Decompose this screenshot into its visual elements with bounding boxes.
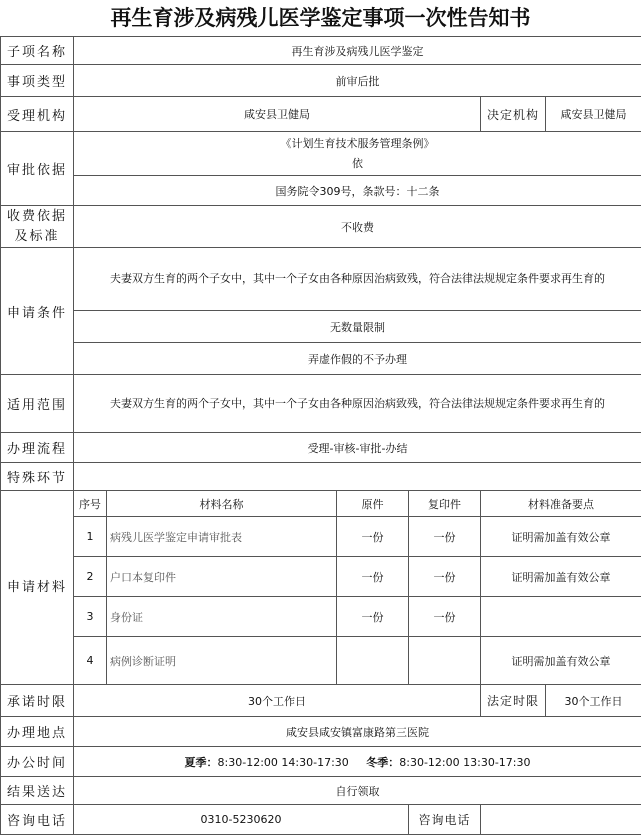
decide-agency-label: 决定机构 bbox=[481, 97, 546, 132]
row-special bbox=[1, 463, 641, 491]
row-phone bbox=[1, 805, 641, 835]
row-basis-2 bbox=[1, 176, 641, 206]
row-location bbox=[1, 717, 641, 747]
location-value: 咸安县咸安镇富康路第三医院 bbox=[74, 717, 641, 747]
material-name: 户口本复印件 bbox=[107, 557, 337, 597]
fee-value: 不收费 bbox=[74, 206, 641, 248]
row-scope bbox=[1, 375, 641, 433]
promise-label: 承诺时限 bbox=[1, 685, 74, 717]
materials-header-note: 材料准备要点 bbox=[481, 491, 641, 517]
winter-label: 冬季： bbox=[366, 756, 399, 769]
delivery-label: 结果送达 bbox=[1, 777, 74, 805]
materials-header-row bbox=[1, 491, 641, 517]
row-delivery bbox=[1, 777, 641, 805]
legal-time-label: 法定时限 bbox=[481, 685, 546, 717]
sub-item-value: 再生育涉及病残儿医学鉴定 bbox=[74, 37, 641, 65]
conditions-label: 申请条件 bbox=[1, 248, 74, 375]
materials-row bbox=[1, 517, 641, 557]
basis-text bbox=[74, 132, 641, 176]
sub-item-label: 子项名称 bbox=[1, 37, 74, 65]
phone-label-2: 咨询电话 bbox=[409, 805, 481, 835]
row-item-type bbox=[1, 65, 641, 97]
material-copy bbox=[409, 637, 481, 685]
agency-value: 咸安县卫健局 bbox=[74, 97, 481, 132]
material-note bbox=[481, 597, 641, 637]
condition-2: 无数量限制 bbox=[74, 311, 641, 343]
decide-agency-value: 咸安县卫健局 bbox=[546, 97, 641, 132]
material-note: 证明需加盖有效公章 bbox=[481, 557, 641, 597]
legal-time-value: 30个工作日 bbox=[546, 685, 641, 717]
process-label: 办理流程 bbox=[1, 433, 74, 463]
basis-line1: 《计划生育技术服务管理条例》 bbox=[77, 134, 638, 154]
basis-label: 审批依据 bbox=[1, 132, 74, 206]
condition-1: 夫妻双方生育的两个子女中，其中一个子女由各种原因治病致残，符合法律法规规定条件要求再生育的 bbox=[74, 248, 641, 311]
material-original bbox=[337, 637, 409, 685]
materials-label: 申请材料 bbox=[1, 491, 74, 685]
hours-value bbox=[74, 747, 641, 777]
basis-line2: 依 bbox=[77, 154, 638, 174]
page-title: 再生育涉及病残儿医学鉴定事项一次性告知书 bbox=[0, 0, 641, 36]
materials-header-name: 材料名称 bbox=[107, 491, 337, 517]
summer-hours: 8:30-12:00 14:30-17:30 bbox=[218, 756, 349, 769]
item-type-label: 事项类型 bbox=[1, 65, 74, 97]
row-condition-3 bbox=[1, 343, 641, 375]
condition-3: 弄虚作假的不予办理 bbox=[74, 343, 641, 375]
material-name: 身份证 bbox=[107, 597, 337, 637]
materials-row bbox=[1, 597, 641, 637]
materials-row bbox=[1, 557, 641, 597]
material-no: 3 bbox=[74, 597, 107, 637]
notice-table bbox=[0, 36, 641, 835]
materials-header-copy: 复印件 bbox=[409, 491, 481, 517]
summer-label: 夏季： bbox=[185, 756, 218, 769]
row-promise bbox=[1, 685, 641, 717]
material-original: 一份 bbox=[337, 517, 409, 557]
material-original: 一份 bbox=[337, 557, 409, 597]
process-value: 受理-审核-审批-办结 bbox=[74, 433, 641, 463]
phone-value-2 bbox=[481, 805, 641, 835]
row-agency bbox=[1, 97, 641, 132]
row-fee bbox=[1, 206, 641, 248]
special-label: 特殊环节 bbox=[1, 463, 74, 491]
material-name: 病残儿医学鉴定申请审批表 bbox=[107, 517, 337, 557]
row-condition-2 bbox=[1, 311, 641, 343]
row-condition-1 bbox=[1, 248, 641, 311]
item-type-value: 前审后批 bbox=[74, 65, 641, 97]
phone-label: 咨询电话 bbox=[1, 805, 74, 835]
winter-hours: 8:30-12:00 13:30-17:30 bbox=[399, 756, 530, 769]
scope-value: 夫妻双方生育的两个子女中，其中一个子女由各种原因治病致残，符合法律法规规定条件要求再生育的 bbox=[74, 375, 641, 433]
promise-value: 30个工作日 bbox=[74, 685, 481, 717]
row-hours bbox=[1, 747, 641, 777]
agency-label: 受理机构 bbox=[1, 97, 74, 132]
row-sub-item bbox=[1, 37, 641, 65]
material-no: 1 bbox=[74, 517, 107, 557]
material-copy: 一份 bbox=[409, 557, 481, 597]
materials-row bbox=[1, 637, 641, 685]
row-process bbox=[1, 433, 641, 463]
material-copy: 一份 bbox=[409, 517, 481, 557]
basis-line3: 国务院令309号，条款号：十二条 bbox=[74, 176, 641, 206]
hours-label: 办公时间 bbox=[1, 747, 74, 777]
location-label: 办理地点 bbox=[1, 717, 74, 747]
material-no: 4 bbox=[74, 637, 107, 685]
material-original: 一份 bbox=[337, 597, 409, 637]
materials-header-no: 序号 bbox=[74, 491, 107, 517]
material-note: 证明需加盖有效公章 bbox=[481, 517, 641, 557]
delivery-value: 自行领取 bbox=[74, 777, 641, 805]
materials-header-original: 原件 bbox=[337, 491, 409, 517]
special-value bbox=[74, 463, 641, 491]
material-no: 2 bbox=[74, 557, 107, 597]
material-note: 证明需加盖有效公章 bbox=[481, 637, 641, 685]
scope-label: 适用范围 bbox=[1, 375, 74, 433]
row-basis-1 bbox=[1, 132, 641, 176]
material-copy: 一份 bbox=[409, 597, 481, 637]
material-name: 病例诊断证明 bbox=[107, 637, 337, 685]
phone-value: 0310-5230620 bbox=[74, 805, 409, 835]
fee-label: 收费依据及标准 bbox=[1, 206, 74, 248]
